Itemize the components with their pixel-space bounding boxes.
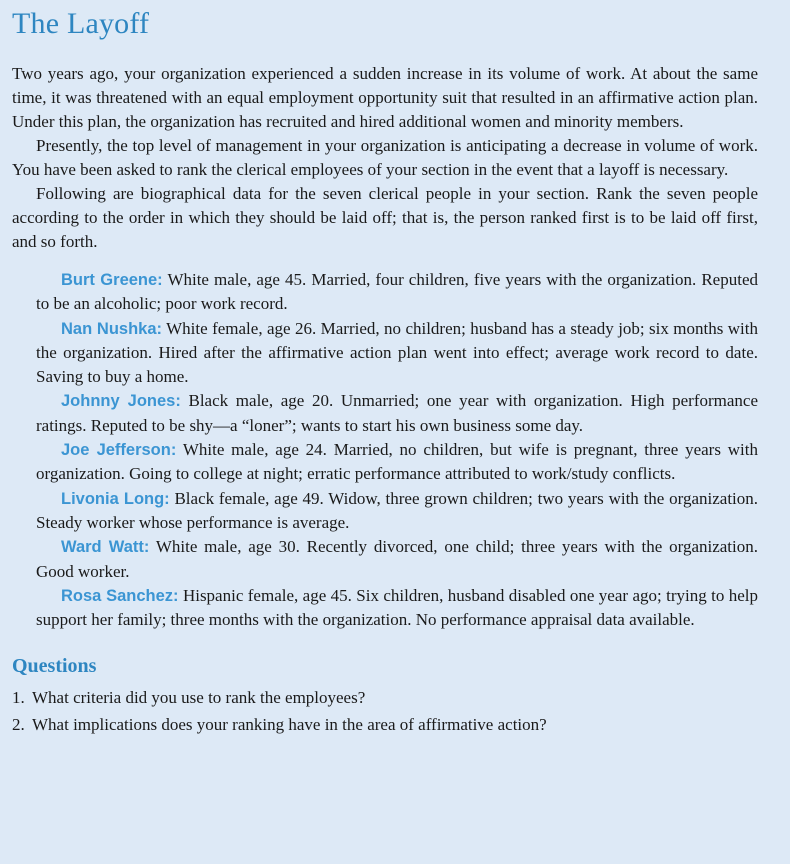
intro-paragraph: Following are biographical data for the seven clerical people in your section. Rank the seven people according to the order in which they should be laid off; that is, the person ranked first is to be laid off first, and so forth. (12, 184, 758, 251)
question-number: 2. (12, 715, 25, 735)
questions-list (12, 684, 758, 738)
question-item (12, 684, 758, 711)
employee-name: Joe Jefferson: (61, 441, 177, 460)
employee-name: Livonia Long: (61, 489, 170, 508)
employee-list (12, 268, 758, 632)
employee-name: Burt Greene: (61, 271, 163, 289)
employee-name: Ward Watt: (61, 538, 150, 557)
employee-name: Nan Nushka: (61, 319, 163, 338)
intro-paragraph: Presently, the top level of management in your organization is anticipating a decrease in volume of work. You have been asked to rank the clerical employees of your section in the event that a layoff is necessary. (12, 136, 758, 179)
employee-entry (36, 487, 758, 536)
employee-name: Johnny Jones: (61, 392, 181, 411)
employee-entry (36, 438, 758, 487)
question-text: What implications does your ranking have in the area of affirmative action? (32, 715, 547, 735)
employee-entry (36, 268, 758, 317)
employee-description: White male, age 24. Married, no children, but wife is pregnant, three years with organization. Going to college at night; erratic performance attributed to work/study conflicts. (36, 440, 758, 484)
questions-heading: Questions (12, 655, 97, 678)
employee-entry (36, 317, 758, 390)
intro-section (12, 62, 758, 254)
employee-description: White female, age 26. Married, no children; husband has a steady job; six months with the organization. Hired after the affirmative action plan went into effect; average work record to date. Saving to buy a home. (36, 318, 758, 387)
employee-description: Black male, age 20. Unmarried; one year with organization. High performance ratings. Reputed to be shy—a “loner”; wants to start his own business some day. (36, 391, 758, 435)
question-text: What criteria did you use to rank the employees? (32, 688, 366, 708)
employee-description: White male, age 45. Married, four children, five years with the organization. Reputed to be an alcoholic; poor work record. (36, 270, 758, 314)
intro-paragraph: Two years ago, your organization experienced a sudden increase in its volume of work. At about the same time, it was threatened with an equal employment opportunity suit that resulted in an affirmative action plan. Under this plan, the organization has recruited and hired additional women and minority members. (12, 64, 758, 131)
employee-description: Black female, age 49. Widow, three grown children; two years with the organization. Steady worker whose performance is average. (36, 488, 759, 532)
employee-entry (36, 584, 758, 633)
employee-description: Hispanic female, age 45. Six children, husband disabled one year ago; trying to help support her family; three months with the organization. No performance appraisal data available. (36, 585, 759, 630)
employee-entry (36, 389, 758, 438)
employee-description: White male, age 30. Recently divorced, one child; three years with the organization. Good worker. (36, 537, 758, 581)
question-item (12, 711, 758, 738)
employee-name: Rosa Sanchez: (61, 586, 179, 605)
question-number: 1. (12, 688, 25, 708)
page-title: The Layoff (12, 7, 150, 40)
employee-entry (36, 535, 758, 584)
